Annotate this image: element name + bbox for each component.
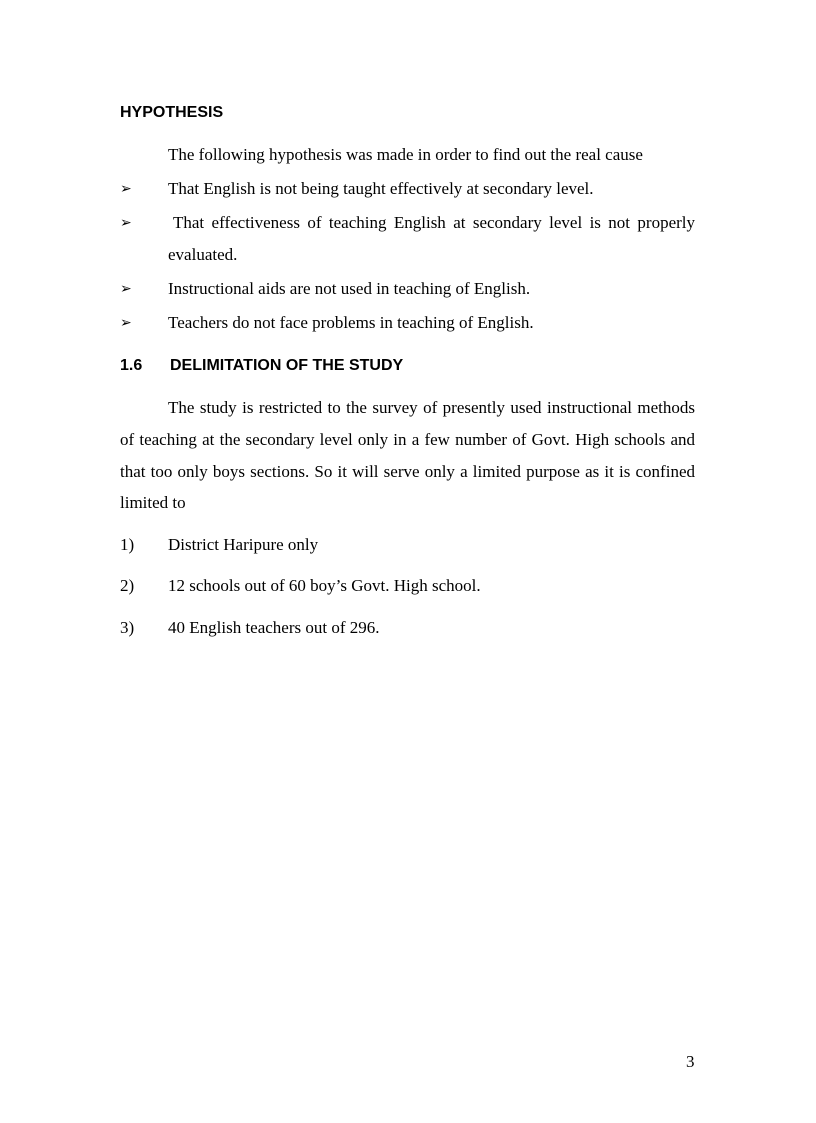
hypothesis-heading: HYPOTHESIS	[120, 104, 224, 121]
list-marker: 1)	[120, 535, 135, 554]
list-marker: 2)	[120, 576, 135, 595]
list-item: 40 English teachers out of 296.	[168, 618, 380, 637]
bullet-icon: ➢	[120, 181, 132, 197]
hypothesis-intro: The following hypothesis was made in order to find out the real cause	[168, 145, 643, 164]
delimitation-paragraph-line: that too only boys sections. So it will serve only a limited purpose as it is confined	[120, 462, 695, 481]
hypothesis-item: That effectiveness of teaching English at secondary level is not properly	[173, 213, 695, 232]
delimitation-paragraph-line: limited to	[120, 493, 186, 512]
bullet-icon: ➢	[120, 281, 132, 297]
list-item: 12 schools out of 60 boy’s Govt. High school.	[168, 576, 481, 595]
page-number: 3	[686, 1052, 695, 1071]
hypothesis-item: Teachers do not face problems in teaching of English.	[168, 313, 534, 332]
bullet-icon: ➢	[120, 315, 132, 331]
delimitation-heading: DELIMITATION OF THE STUDY	[170, 357, 404, 374]
section-number: 1.6	[120, 357, 143, 374]
hypothesis-item-continuation: evaluated.	[168, 245, 238, 264]
hypothesis-item: That English is not being taught effectively at secondary level.	[168, 179, 594, 198]
hypothesis-item: Instructional aids are not used in teaching of English.	[168, 279, 531, 298]
delimitation-paragraph-line: of teaching at the secondary level only in a few number of Govt. High schools and	[120, 430, 695, 449]
list-marker: 3)	[120, 618, 135, 637]
bullet-icon: ➢	[120, 215, 132, 231]
list-item: District Haripure only	[168, 535, 319, 554]
delimitation-paragraph-line: The study is restricted to the survey of presently used instructional methods	[168, 398, 695, 417]
